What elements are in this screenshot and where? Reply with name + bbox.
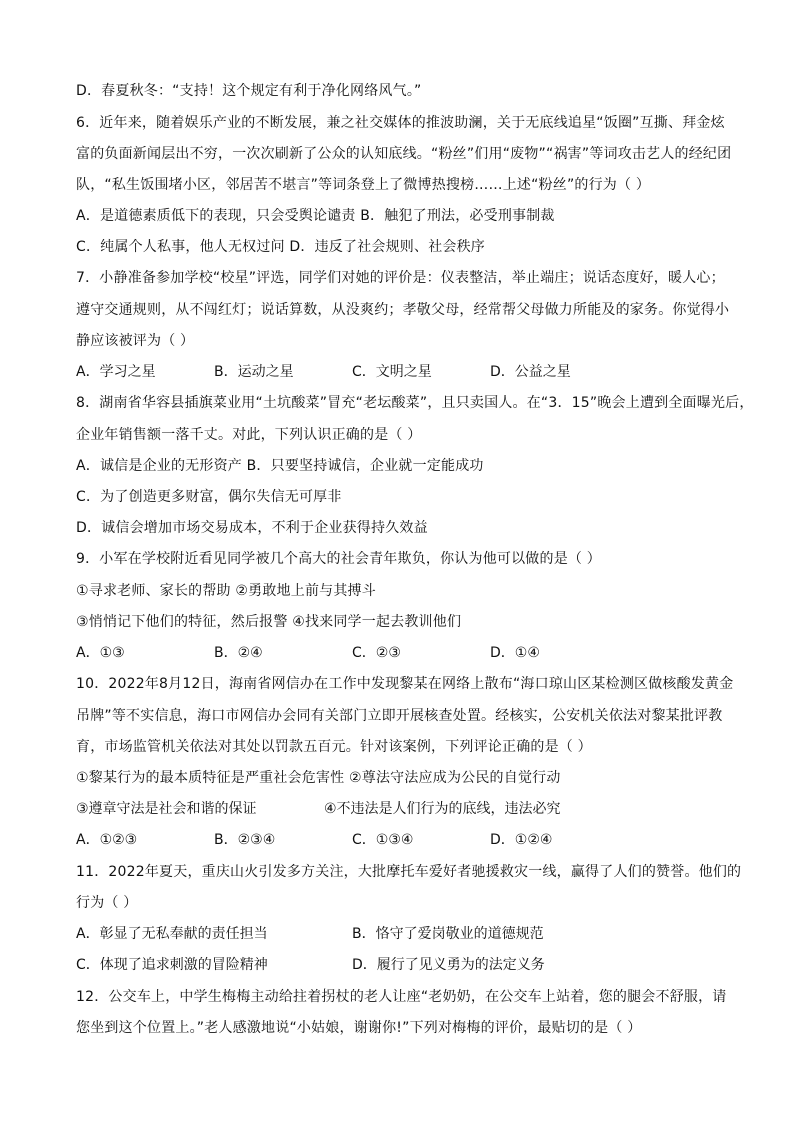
q10-items-1-2: ①黎某行为的最本质特征是严重社会危害性 ②尊法守法应成为公民的自觉行动 — [76, 770, 561, 786]
q6-stem-line-2: 富的负面新闻层出不穷，一次次刷新了公众的认知底线。“粉丝”们用“废物”“祸害”等词攻击艺人的经纪团 — [76, 146, 732, 162]
q10-option-d: D．①②④ — [490, 832, 553, 848]
q6-options-ab: A．是道德素质低下的表现，只会受舆论谴责 B．触犯了刑法，必受刑事制裁 — [76, 208, 555, 224]
q7-option-b: B．运动之星 — [214, 364, 294, 380]
q10-option-a: A．①②③ — [76, 832, 138, 848]
q6-stem-line-1: 6．近年来，随着娱乐产业的不断发展，兼之社交媒体的推波助澜，关于无底线追星“饭圈”互撕、拜金炫 — [76, 115, 725, 131]
q9-option-a: A．①③ — [76, 645, 125, 661]
q8-option-d: D．诚信会增加市场交易成本，不利于企业获得持久效益 — [76, 520, 428, 536]
q10-option-c: C．①③④ — [352, 832, 414, 848]
q11-option-d: D．履行了见义勇为的法定义务 — [352, 957, 545, 973]
q11-stem-line-1: 11．2022年夏天，重庆山火引发多方关注，大批摩托车爱好者驰援救灾一线，赢得了人们的赞誉。他们的 — [76, 864, 742, 880]
q10-stem-line-3: 育，市场监管机关依法对其处以罚款五百元。针对该案例，下列评论正确的是（ ） — [76, 739, 592, 755]
q9-option-b: B．②④ — [214, 645, 263, 661]
q7-option-c: C．文明之星 — [352, 364, 432, 380]
q9-stem: 9．小军在学校附近看见同学被几个高大的社会青年欺负，你认为他可以做的是（ ） — [76, 551, 601, 567]
q8-option-c: C．为了创造更多财富，偶尔失信无可厚非 — [76, 489, 342, 505]
q8-stem-line-2: 企业年销售额一落千丈。对此，下列认识正确的是（ ） — [76, 427, 422, 443]
q7-stem-line-2: 遵守交通规则，从不闯红灯；说话算数，从没爽约；孝敬父母，经常帮父母做力所能及的家务。你觉得小 — [76, 302, 730, 318]
q5-option-d: D．春夏秋冬：“支持！这个规定有利于净化网络风气。” — [76, 83, 422, 99]
q6-stem-line-3: 队，“私生饭围堵小区，邻居苦不堪言”等词条登上了微博热搜榜……上述“粉丝”的行为（ ） — [76, 177, 651, 193]
q11-option-c: C．体现了追求刺激的冒险精神 — [76, 957, 268, 973]
q10-stem-line-2: 吊牌”等不实信息，海口市网信办会同有关部门立即开展核查处置。经核实，公安机关依法对黎某批评教 — [76, 708, 723, 724]
q10-items-3-4 — [76, 799, 716, 819]
q11-stem-line-2: 行为（ ） — [76, 895, 138, 911]
q7-options — [76, 362, 716, 382]
q9-option-d: D．①④ — [490, 645, 540, 661]
q9-options — [76, 643, 716, 663]
q9-option-c: C．②③ — [352, 645, 401, 661]
q7-option-a: A．学习之星 — [76, 364, 156, 380]
q12-stem-line-2: 您坐到这个位置上。”老人感激地说“小姑娘，谢谢你!”下列对梅梅的评价，最贴切的是（ ） — [76, 1020, 642, 1036]
q6-options-cd: C．纯属个人私事，他人无权过问 D．违反了社会规则、社会秩序 — [76, 239, 486, 255]
q7-stem-line-1: 7．小静准备参加学校“校星”评选，同学们对她的评价是：仪表整洁，举止端庄；说话态度好，暖人心； — [76, 270, 725, 286]
q8-stem-line-1: 8．湖南省华容县插旗菜业用“土坑酸菜”冒充“老坛酸菜”，且只卖国人。在“3．15”晚会上遭到全面曝光后， — [76, 395, 754, 411]
q11-options-ab — [76, 924, 716, 944]
q10-stem-line-1: 10．2022年8月12日，海南省网信办在工作中发现黎某在网络上散布“海口琼山区某检测区做核酸发黄金 — [76, 676, 734, 692]
q7-option-d: D．公益之星 — [490, 364, 571, 380]
q12-stem-line-1: 12．公交车上，中学生梅梅主动给拄着拐杖的老人让座“老奶奶，在公交车上站着，您的腿会不舒服，请 — [76, 989, 727, 1005]
q10-item-4: ④不违法是人们行为的底线，违法必究 — [324, 801, 561, 817]
q11-option-a: A．彰显了无私奉献的责任担当 — [76, 926, 268, 942]
q7-stem-line-3: 静应该被评为（ ） — [76, 333, 195, 349]
q8-options-ab: A．诚信是企业的无形资产 B．只要坚持诚信，企业就一定能成功 — [76, 458, 484, 474]
q10-option-b: B．②③④ — [214, 832, 276, 848]
q11-option-b: B．恪守了爱岗敬业的道德规范 — [352, 926, 544, 942]
q10-item-3: ③遵章守法是社会和谐的保证 — [76, 801, 257, 817]
q9-items-1-2: ①寻求老师、家长的帮助 ②勇敢地上前与其搏斗 — [76, 583, 376, 599]
q10-options — [76, 830, 716, 850]
q11-options-cd — [76, 955, 716, 975]
q9-items-3-4: ③悄悄记下他们的特征，然后报警 ④找来同学一起去教训他们 — [76, 614, 462, 630]
